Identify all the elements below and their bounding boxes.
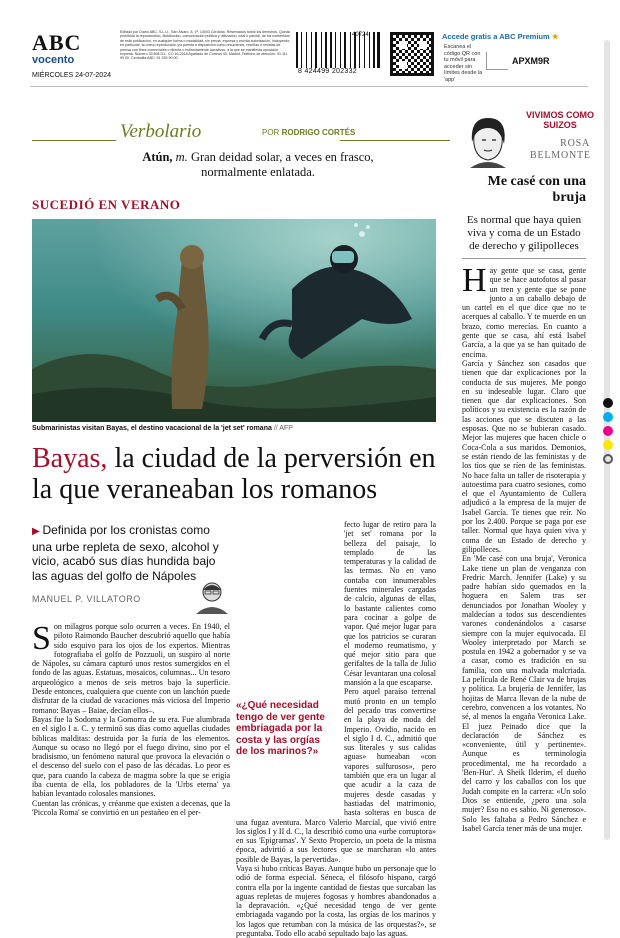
verbolario-title: Verbolario <box>120 121 202 142</box>
barcode-bar <box>308 32 310 68</box>
verbolario-rule-left <box>32 140 116 141</box>
premium-title[interactable]: Accede gratis a ABC Premium ★ <box>442 32 559 41</box>
barcode-bar <box>323 32 324 68</box>
barcode-bar <box>301 32 302 68</box>
barcode-bar <box>311 32 312 68</box>
column-dropcap: H <box>462 262 487 299</box>
article-column-1: Son milagros porque solo ocurren a veces. En 1940, el piloto Raimondo Baucher descubrió aquello que había sido esquivo para los ojos de los expertos. Mientras fotografiaba el golfo de Pozzuoli, un suspiro al norte de Nápoles, su cámara capturó unos restos sumergidos en el fondo de las aguas. Estatuas, mosaicos, columnas... Un tesoro arqueológico a menos de seis metros bajo la superficie. Desde entonces, cualquiera que cuente con un lanchón puede disfrutar de la ciudad de vacaciones más viciosa del Imperio romano: Bayas – Baiae, decían ellos–. Bayas fue la Sodoma y la Gomorra de su era. Fue alumbrada en el siglo I a. C. y terminó sus días como aquellas ciudades bíblicas malditas: destruida por la furia de los elementos. Aunque su ocaso no llegó por el fuego divino, sino por el bradisismo, un fenómeno natural que provoca la elevación o el descenso del suelo con el paso de las décadas. Lo peor es que, para cuando la cabeza de magma sobre la que se erigía iba cuenta de ella, los pobladores de la 'Urbs eterna' ya habían levantado colosales mansiones. Cuentan las crónicas, y créanme que existen a decenas, que la 'Piccola Roma' se convirtió en un pestañeo en el per- <box>32 620 230 817</box>
barcode-bar <box>377 32 380 68</box>
premium-text: Escanea el código QR con tu móvil para acceder sin límites desde la 'app' <box>444 44 483 83</box>
columnist-name: ROSA BELMONTE <box>530 138 591 161</box>
author-portrait <box>190 578 234 614</box>
barcode-bar <box>340 32 341 68</box>
article-column-2: fecto lugar de retiro para la 'jet set' romana por la belleza del paisaje, lo templado de las temperaturas y la calidad de las termas. No en vano contaba con innumerables fuentes minerales cargadas de calcio, algunas de ellas, lo bastante calientes como para cocinar a golpe de vapor. Qué mejor lugar para que los patricios se curaran el moderno reumatismo, y qué mejor sitio para que gerifaltes de la talla de Julio César levantaran una colosal mansión a la que escaparse. Pero aquel paraíso terrenal mutó pronto en un templo del pecado tras convertirse en la playa de moda del Imperio. Ovidio, nacido en el siglo I d. C., admitió que sus literales y sus calidas aguas» humeaban «con vapores sulfurosos», pero también que era un lugar al que acudir a la caza de mujeres desde casadas y hastiadas del matrimonio, hasta solteras en busca de una fugaz aventura. Marco Valerio Marcial, que vivió entre los siglos I y II d. C., la describió como una «urbe corruptora» en sus 'Epigramas'. Y Sexto Propercio, un poeta de la misma época, advirtió a sus lectores que se marcharan «lo antes posible de Bayas, la pervertida». Vaya si hubo críticas Bayas. Aunque hubo un personaje que lo odió de forma especial. Séneca, el filósofo hispano, cargó contra ella por la ingente cantidad de fiestas que surcaban las aguas repletas de mujeres fogosas y hombres abandonados a la depravación. «¿Qué necesidad tengo de ver gente embriagada vagando por la costa, las orgías de los marinos y los lagos que retumban con la música de las orquestas?», se preguntaba. Todo ello acabó sepultado bajo las aguas. <box>236 520 436 938</box>
column-deck: Es normal que haya quien viva y coma de un Estado de derecho y gilipolleces <box>466 214 582 252</box>
verbolario-byline: POR RODRIGO CORTÉS <box>262 128 356 137</box>
article-author: MANUEL P. VILLATORO <box>32 594 141 604</box>
barcode-bar <box>337 32 339 68</box>
barcode-bar <box>296 32 298 68</box>
barcode-bar <box>381 32 382 68</box>
column-headline: Me casé con una bruja <box>487 174 586 205</box>
cmyk-marks <box>603 398 613 464</box>
section-heading: SUCEDIÓ EN VERANO <box>32 197 181 212</box>
barcode-bar <box>371 32 372 68</box>
barcode-bar <box>342 32 343 68</box>
qr-code[interactable] <box>390 32 434 76</box>
barcode-bar <box>321 32 322 68</box>
photo-caption: Submarinistas visitan Bayas, el destino vacacional de la 'jet set' romana // AFP <box>32 425 293 432</box>
barcode-bar <box>333 32 334 68</box>
column-body: Hay gente que se casa, gente que se hace autofotos al pasar un tren y gente que se pone junto a un caballo debajo de un cartel en el que dice que no te acerques al caballo. Y te muerde en un brazo, como merecías. En cuanto a gente que se casa, ahí está Isabel García, a la que ya se han quitado de encima. García y Sánchez son casados que tienen que dar explicaciones por la conducta de sus mujeres. Me pongo en su indeseable lugar. Claro que tienen que dar explicaciones. Son políticos y su existencia es la razón de las acciones que se discuten a las esposas. Que no se hubieran casado. Mejor las mujeres que hacen chicle o Coca-Cola a sus maridos. Demonios, se están riendo de las feministas y de los tíos que se ríen de las feministas. No hace falta un taller de risoterapia y autoestima para cuatro sesiones, como el que el Ayuntamiento de Cullera adjudicó a la empresa de la mujer de Isabel García. Te tienes que reír. No por los 2.400. Porque se paga por ese taller. Normal que haya quien viva y coma de un Estado de derecho y gilipolleces. En 'Me casé con una bruja', Veronica Lake tiene un plan de venganza con Fredric March. Jennifer (Lake) y su padre habían sido quemados en la hoguera en Salem tras ser denunciados por Jonathan Wooley y maldecían a todos sus descendientes varones condenándolos a casarse siempre con la mujer equivocada. El Wooley interpretado por March se postula en 1942 a gobernador y se va a casar, como es tradición en su familia, con una malvada malcriada. La película de René Clair va de brujas y política. La brujería de Jennifer, las hojitas de Marca llevan de la nube de cerebro, convencen a los votantes. No sé, al menos la engaña Veronica Lake. El juez Peinado dice que la declaración de Sánchez es «conveniente, útil y pertinente». Aunque es terminología procedimental, me ha recordado a 'Ben-Hur'. A Sheik Ilderim, el dueño del carro y los caballos con los que Judah compite en la carrera: «Un solo Dios se entiende, ¿pero una sola mujer? Eso no es sabio. Ni generoso». Solo les faltaba a Pedro Sánchez e Isabel García tener más de una mujer. <box>462 262 586 833</box>
legal-notice: Editado por Diario ABC, S.L.U., San Álvaro, 8, 1ª, 14003 Córdoba. Reservados todos los derechos. Queda prohibida la reproducción, distribución, comunicación pública y utilización, total o parcial, de los contenidos de esta publicación, en cualquier forma o modalidad, sin previa, expresa y escrita autorización, incluyendo, en particular, su mera reproducción y/o puesta a disposición como resúmenes, reseñas o revistas de prensa con fines comerciales o directa o indirectamente lucrativos, a la que se manifiesta oposición expresa. Número 39.898 D.L. CO 16-2018 Apartado de Correos 43, Madrid. Teléfono de atención: 91 111 99 00. Centralita ABC: 91 339 90 00. <box>120 30 291 61</box>
barcode-bar <box>373 32 375 68</box>
barcode-bar <box>330 32 333 68</box>
abc-logo: ABC <box>32 30 82 55</box>
article-deck: ▶ Definida por los cronistas como una urbe repleta de sexo, alcohol y vicio, acabó sus días hundida bajo las aguas del golfo de Nápoles <box>32 523 219 583</box>
divers-photo <box>32 219 436 422</box>
barcode-bar <box>350 32 351 68</box>
columnist-portrait <box>464 114 512 168</box>
barcode-bar <box>369 32 370 68</box>
barcode-bar <box>328 32 329 68</box>
premium-arrow <box>486 52 508 70</box>
article-dropcap: S <box>32 620 51 657</box>
barcode-bar <box>315 32 317 68</box>
barcode-bar <box>306 32 307 68</box>
barcode-bar <box>299 32 300 68</box>
pullquote: «¿Qué necesidad tengo de ver gente embriagada por la costa y las orgías de los marinos?» <box>236 700 325 757</box>
barcode-bar <box>335 32 336 68</box>
barcode-bar <box>303 32 306 68</box>
barcode-bar <box>347 32 349 68</box>
barcode-bar <box>313 32 314 68</box>
barcode-bar <box>376 32 377 68</box>
barcode-small-number: 40724 <box>352 32 369 38</box>
vocento-logo: vocento <box>32 54 75 66</box>
masthead-divider <box>30 86 588 87</box>
barcode-bar <box>325 32 327 68</box>
barcode-number: 8 424499 202332 <box>298 68 357 75</box>
premium-code: APXM9R <box>512 56 550 66</box>
barcode-bar <box>318 32 321 68</box>
article-headline: Bayas, la ciudad de la perversión en la que veraneaban los romanos <box>32 443 436 505</box>
column-divider <box>462 258 586 259</box>
verbolario-definition: Atún, m. Gran deidad solar, a veces en frasco, normalmente enlatada. <box>142 150 374 179</box>
column-kicker: VIVIMOS COMO SUIZOS <box>525 110 594 130</box>
barcode-bar <box>344 32 347 68</box>
issue-date: MIÉRCOLES 24-07-2024 <box>32 72 111 79</box>
verbolario-rule-right <box>340 140 450 141</box>
